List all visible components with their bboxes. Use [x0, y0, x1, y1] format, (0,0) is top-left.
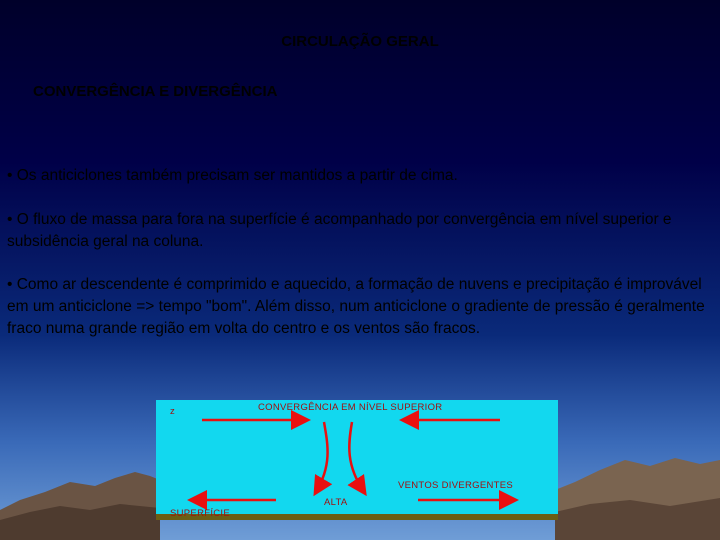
diagram-arrows — [156, 400, 558, 520]
z-axis-label: z — [170, 406, 176, 417]
slide-subtitle: CONVERGÊNCIA E DIVERGÊNCIA — [33, 83, 278, 100]
divergent-winds-label: VENTOS DIVERGENTES — [398, 480, 514, 491]
bullet-2: • O fluxo de massa para fora na superfície é acompanhado por convergência em nível superior e subsidência geral na coluna. — [7, 211, 672, 250]
subsidence-left-arrow — [316, 422, 328, 492]
anticyclone-diagram — [156, 400, 558, 520]
high-pressure-label: ALTA — [324, 497, 348, 508]
bullet-3: • Como ar descendente é comprimido e aquecido, a formação de nuvens e precipitação é improvável em um anticiclone => tempo "bom". Além disso, num anticiclone o gradiente de pressão é geralmente fraco numa grande região em volta do centro e os ventos são fracos. — [7, 276, 705, 337]
subsidence-right-arrow — [349, 422, 364, 492]
slide-title: CIRCULAÇÃO GERAL — [281, 33, 439, 50]
upper-convergence-label: CONVERGÊNCIA EM NÍVEL SUPERIOR — [258, 402, 443, 413]
surface-label: SUPERFÍCIE — [170, 508, 231, 519]
bullet-1: • Os anticiclones também precisam ser mantidos a partir de cima. — [7, 167, 458, 184]
